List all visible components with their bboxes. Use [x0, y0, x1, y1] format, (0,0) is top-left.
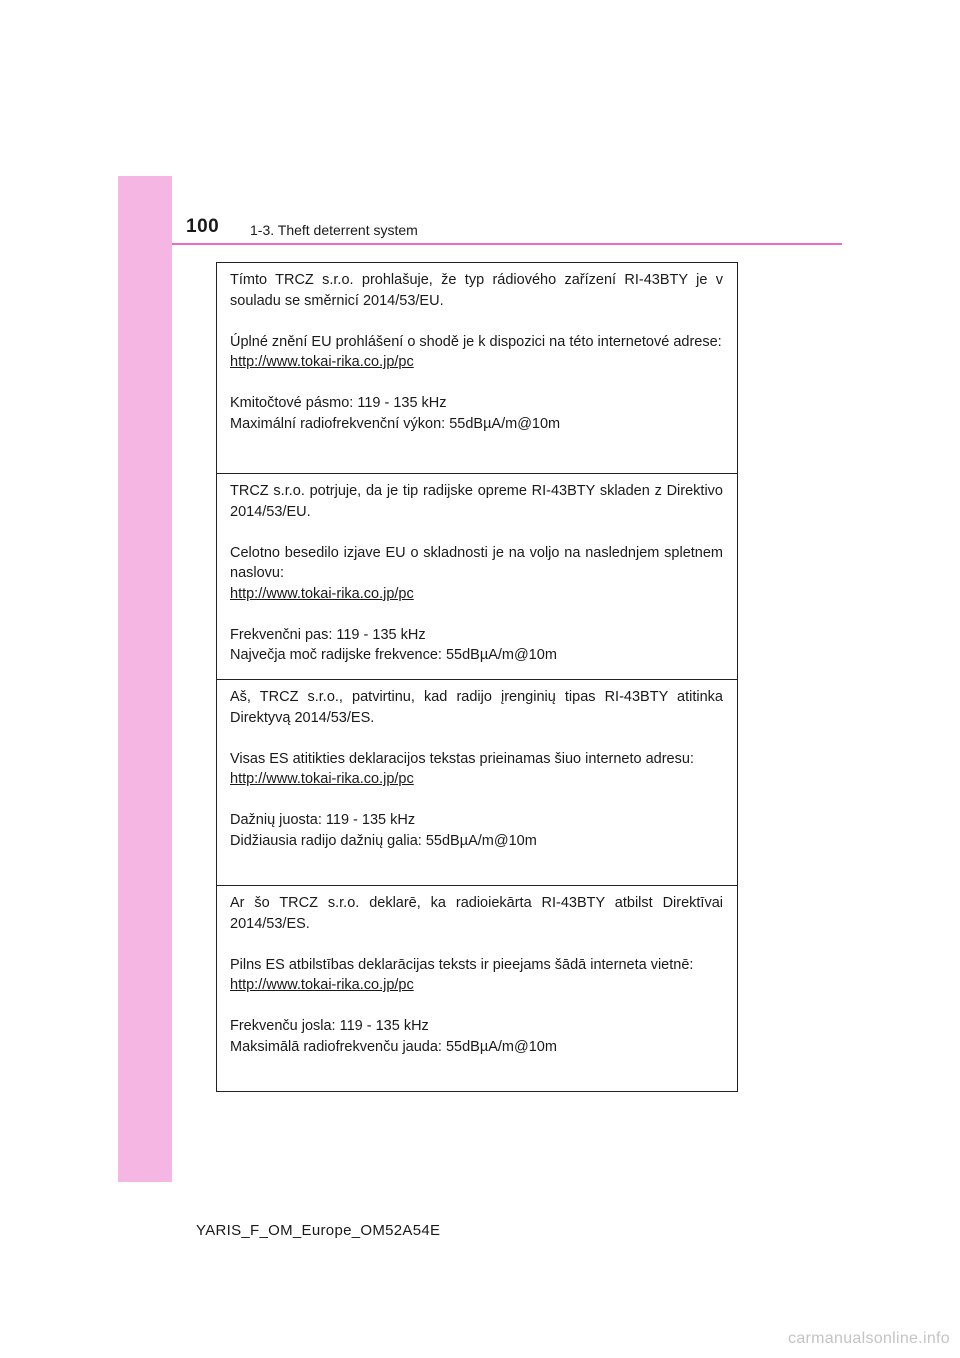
declaration-block-slovenian — [217, 473, 737, 679]
availability-text: Úplné znění EU prohlášení o shodě je k dispozici na této internetové adrese: — [230, 333, 722, 350]
max-power: Didžiausia radijo dažnių galia: 55dBµA/m@10m — [230, 832, 537, 849]
declaration-text: Ar šo TRCZ s.r.o. deklarē, ka radioiekārta RI-43BTY atbilst Direktīvai 2014/53/ES. — [230, 895, 723, 932]
declaration-block-lithuanian — [217, 679, 737, 885]
declaration-text: Tímto TRCZ s.r.o. prohlašuje, že typ rádiového zařízení RI-43BTY je v souladu se směrnicí 2014/53/EU. — [230, 272, 723, 309]
availability-text: Visas ES atitikties deklaracijos tekstas prieinamas šiuo interneto adresu: — [230, 750, 694, 767]
frequency-band: Frekvenču josla: 119 - 135 kHz — [230, 1018, 429, 1034]
declaration-link[interactable]: http://www.tokai-rika.co.jp/pc — [230, 771, 414, 787]
declaration-text: Aš, TRCZ s.r.o., patvirtinu, kad radijo įrenginių tipas RI-43BTY atitinka Direktyvą 2014/53/ES. — [230, 689, 723, 726]
max-power: Maximální radiofrekvenční výkon: 55dBµA/m@10m — [230, 415, 561, 432]
declaration-block-latvian — [217, 885, 737, 1091]
declaration-link[interactable]: http://www.tokai-rika.co.jp/pc — [230, 977, 414, 993]
declaration-link[interactable]: http://www.tokai-rika.co.jp/pc — [230, 354, 414, 370]
declaration-table — [216, 262, 738, 1092]
frequency-band: Dažnių juosta: 119 - 135 kHz — [230, 812, 416, 828]
watermark: carmanualsonline.info — [788, 1330, 950, 1347]
availability-text: Celotno besedilo izjave EU o skladnosti je na voljo na naslednjem spletnem naslovu: — [230, 544, 723, 581]
frequency-band: Kmitočtové pásmo: 119 - 135 kHz — [230, 395, 447, 411]
frequency-band: Frekvenčni pas: 119 - 135 kHz — [230, 626, 426, 643]
max-power: Maksimālā radiofrekvenču jauda: 55dBµA/m@10m — [230, 1038, 557, 1055]
availability-text: Pilns ES atbilstības deklarācijas teksts ir pieejams šādā interneta vietnē: — [230, 956, 694, 973]
declaration-link[interactable]: http://www.tokai-rika.co.jp/pc — [230, 585, 414, 602]
declaration-block-czech — [217, 263, 737, 473]
header-divider — [172, 243, 842, 245]
max-power: Največja moč radijske frekvence: 55dBµA/m@10m — [230, 647, 557, 663]
section-tab-band — [118, 176, 172, 1182]
section-title: 1-3. Theft deterrent system — [250, 222, 418, 238]
document-code: YARIS_F_OM_Europe_OM52A54E — [196, 1222, 441, 1239]
declaration-text: TRCZ s.r.o. potrjuje, da je tip radijske opreme RI-43BTY skladen z Direktivo 2014/53/EU. — [230, 483, 723, 520]
page-number: 100 — [186, 216, 220, 237]
